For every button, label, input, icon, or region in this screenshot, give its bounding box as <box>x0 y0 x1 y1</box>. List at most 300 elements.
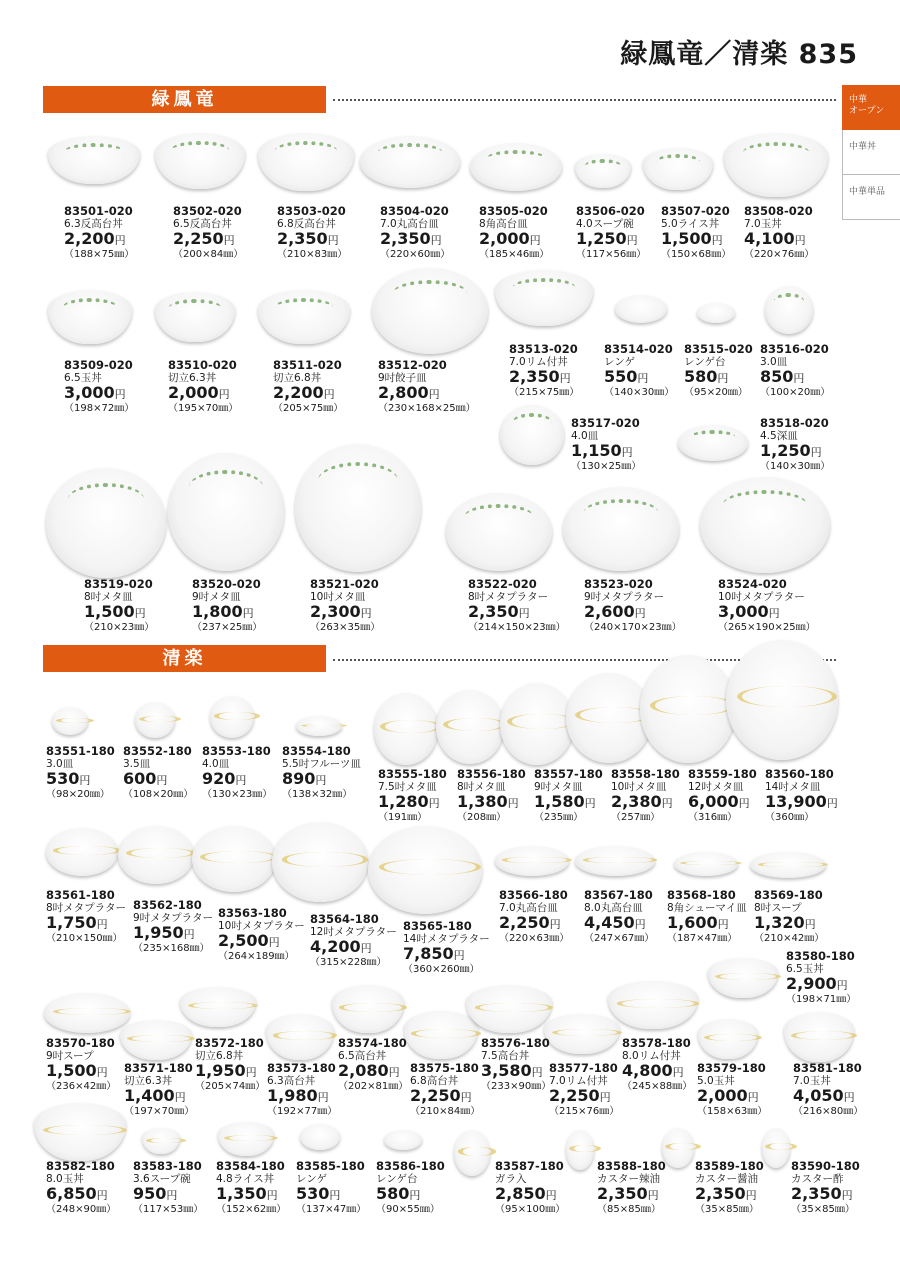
price-value: 4,800 <box>622 1061 673 1080</box>
product-name: 7.0丸高台皿 <box>499 902 558 914</box>
product-item <box>571 417 691 473</box>
product-photo <box>724 133 828 197</box>
product-size: （210×150㎜） <box>46 933 123 944</box>
price-value: 1,380 <box>457 792 508 811</box>
product-size: （138×32㎜） <box>282 789 353 800</box>
price-value: 2,250 <box>549 1086 600 1105</box>
currency-label: 円 <box>634 918 646 931</box>
product-item <box>765 768 885 824</box>
price-value: 600 <box>123 769 157 788</box>
product-photo <box>180 987 256 1027</box>
product-size: （191㎜） <box>378 812 428 823</box>
price-value: 850 <box>760 367 794 386</box>
price-value: 2,350 <box>695 1184 746 1203</box>
product-size: （198×72㎜） <box>64 403 135 414</box>
product-name: 5.0玉丼 <box>697 1075 735 1087</box>
currency-label: 円 <box>661 797 673 810</box>
price-value: 6,000 <box>688 792 739 811</box>
price-value: 2,250 <box>499 913 550 932</box>
tab-chuka-open[interactable]: 中華 オープン <box>842 85 900 130</box>
price-value: 4,100 <box>744 229 795 248</box>
product-code: 83558-180 <box>611 767 680 781</box>
product-code: 83502-020 <box>173 204 242 218</box>
currency-label: 円 <box>711 234 723 247</box>
product-photo <box>495 846 569 876</box>
product-size: （205×74㎜） <box>195 1081 266 1092</box>
currency-label: 円 <box>738 797 750 810</box>
currency-label: 円 <box>428 388 440 401</box>
price-value: 2,900 <box>786 974 837 993</box>
product-photo <box>708 958 778 998</box>
product-size: （240×170×23㎜） <box>584 622 682 633</box>
product-item <box>273 359 393 415</box>
price-value: 1,500 <box>46 1061 97 1080</box>
product-name: 6.5玉丼 <box>786 963 824 975</box>
price-value: 3,580 <box>481 1061 532 1080</box>
price-value: 1,800 <box>192 602 243 621</box>
product-size: （35×85㎜） <box>695 1204 759 1215</box>
product-name: 9吋メタ皿 <box>534 781 583 793</box>
currency-label: 円 <box>460 1091 472 1104</box>
product-item <box>310 578 430 634</box>
price-value: 2,350 <box>277 229 328 248</box>
price-value: 580 <box>684 367 718 386</box>
product-photo <box>218 1122 274 1156</box>
product-size: （185×46㎜） <box>479 249 550 260</box>
product-size: （95×100㎜） <box>495 1204 566 1215</box>
price-value: 1,400 <box>124 1086 175 1105</box>
currency-label: 円 <box>114 388 126 401</box>
product-size: （220×60㎜） <box>380 249 451 260</box>
product-price <box>277 230 397 249</box>
product-name: 切立6.3丼 <box>168 372 217 384</box>
product-photo <box>368 826 482 914</box>
currency-label: 円 <box>826 797 838 810</box>
product-price <box>760 442 880 461</box>
price-value: 1,950 <box>195 1061 246 1080</box>
product-name: 7.0玉丼 <box>744 218 782 230</box>
product-size: （214×150×23㎜） <box>468 622 566 633</box>
price-value: 1,580 <box>534 792 585 811</box>
product-photo <box>360 136 460 188</box>
product-photo <box>384 1130 422 1150</box>
product-code: 83522-020 <box>468 577 537 591</box>
currency-label: 円 <box>360 942 372 955</box>
product-code: 83503-020 <box>277 204 346 218</box>
product-name: カスター辣油 <box>597 1173 660 1185</box>
product-size: （220×76㎜） <box>744 249 815 260</box>
price-value: 2,000 <box>479 229 530 248</box>
product-name: 8.0リム付丼 <box>622 1050 681 1062</box>
product-size: （233×90㎜） <box>481 1081 552 1092</box>
product-size: （210×84㎜） <box>410 1106 481 1117</box>
product-code: 83551-180 <box>46 744 115 758</box>
product-name: 8角シューマイ皿 <box>667 902 747 914</box>
product-size: （140×30㎜） <box>604 387 675 398</box>
currency-label: 円 <box>242 607 254 620</box>
product-price <box>376 1185 496 1204</box>
product-code: 83552-180 <box>123 744 192 758</box>
price-value: 2,000 <box>168 383 219 402</box>
product-size: （245×88㎜） <box>622 1081 693 1092</box>
product-name: 7.5高台丼 <box>481 1050 530 1062</box>
currency-label: 円 <box>794 234 806 247</box>
product-size: （202×81㎜） <box>338 1081 409 1092</box>
product-code: 83580-180 <box>786 949 855 963</box>
product-size: （198×71㎜） <box>786 994 857 1005</box>
product-price <box>310 603 430 622</box>
product-photo <box>210 696 254 738</box>
currency-label: 円 <box>717 372 729 385</box>
price-value: 2,350 <box>509 367 560 386</box>
product-photo <box>615 295 667 323</box>
currency-label: 円 <box>768 607 780 620</box>
product-code: 83571-180 <box>124 1061 193 1075</box>
product-size: （360㎜） <box>765 812 815 823</box>
page-title: 緑鳳竜／清楽 835 <box>620 39 858 70</box>
price-value: 2,200 <box>64 229 115 248</box>
product-price <box>718 603 838 622</box>
product-name: 4.0皿 <box>571 430 599 442</box>
product-code: 83523-020 <box>584 577 653 591</box>
currency-label: 円 <box>156 774 168 787</box>
product-price <box>403 945 523 964</box>
currency-label: 円 <box>317 1091 329 1104</box>
price-value: 1,980 <box>267 1086 318 1105</box>
product-name: 9吋スープ <box>46 1050 94 1062</box>
currency-label: 円 <box>96 1066 108 1079</box>
product-code: 83584-180 <box>216 1159 285 1173</box>
product-photo <box>575 846 655 876</box>
price-value: 1,500 <box>661 229 712 248</box>
product-size: （230×168×25㎜） <box>378 403 476 414</box>
product-photo <box>52 707 88 735</box>
product-name: 切立6.8丼 <box>273 372 322 384</box>
product-name: 切立6.3丼 <box>124 1075 173 1087</box>
product-name: 切立6.8丼 <box>195 1050 244 1062</box>
product-item <box>744 205 864 261</box>
price-value: 1,250 <box>760 441 811 460</box>
product-name: 4.8ライス丼 <box>216 1173 275 1185</box>
product-size: （150×68㎜） <box>661 249 732 260</box>
currency-label: 円 <box>183 928 195 941</box>
product-photo <box>168 453 284 571</box>
section-header-seiraku: 清楽 <box>43 645 326 672</box>
product-size: （195×70㎜） <box>168 403 239 414</box>
product-name: 6.3反高台丼 <box>64 218 123 230</box>
product-photo <box>142 1128 180 1154</box>
product-photo <box>135 702 175 738</box>
product-photo <box>48 290 132 344</box>
product-photo <box>34 1103 126 1161</box>
product-size: （117×53㎜） <box>133 1204 204 1215</box>
product-size: （315×228㎜） <box>310 957 387 968</box>
product-code: 83578-180 <box>622 1036 691 1050</box>
product-code: 83560-180 <box>765 767 834 781</box>
product-price <box>64 384 184 403</box>
tab-chukadon[interactable]: 中華丼 <box>842 130 900 175</box>
product-name: 14吋メタ皿 <box>765 781 821 793</box>
currency-label: 円 <box>637 372 649 385</box>
currency-label: 円 <box>409 1189 421 1202</box>
product-photo <box>700 477 830 573</box>
currency-label: 円 <box>315 774 327 787</box>
product-price <box>378 384 498 403</box>
product-photo <box>640 655 736 763</box>
product-name: 5.0ライス丼 <box>661 218 720 230</box>
product-photo <box>500 683 574 765</box>
product-name: カスター醤油 <box>695 1173 758 1185</box>
product-size: （235㎜） <box>534 812 584 823</box>
product-code: 83569-180 <box>754 888 823 902</box>
product-code: 83509-020 <box>64 358 133 372</box>
currency-label: 円 <box>529 234 541 247</box>
currency-label: 円 <box>430 234 442 247</box>
product-code: 83510-020 <box>168 358 237 372</box>
section-header-ryokuhoryu: 緑鳳竜 <box>43 86 326 113</box>
currency-label: 円 <box>841 1189 853 1202</box>
product-item <box>192 578 312 634</box>
currency-label: 円 <box>804 918 816 931</box>
price-value: 2,350 <box>380 229 431 248</box>
product-size: （264×189㎜） <box>218 951 295 962</box>
currency-label: 円 <box>584 797 596 810</box>
product-size: （140×30㎜） <box>760 461 831 472</box>
product-photo <box>436 690 504 764</box>
product-code: 83524-020 <box>718 577 787 591</box>
product-size: （208㎜） <box>457 812 507 823</box>
price-value: 4,050 <box>793 1086 844 1105</box>
product-name: 5.5吋フルーツ皿 <box>282 758 361 770</box>
product-code: 83588-180 <box>597 1159 666 1173</box>
product-name: 6.3高台丼 <box>267 1075 316 1087</box>
product-item <box>584 578 704 634</box>
product-photo <box>784 1012 854 1062</box>
product-photo <box>446 493 552 571</box>
product-size: （215×75㎜） <box>509 387 580 398</box>
currency-label: 円 <box>549 918 561 931</box>
product-code: 83567-180 <box>584 888 653 902</box>
currency-label: 円 <box>747 1091 759 1104</box>
price-value: 890 <box>282 769 316 788</box>
product-size: （237×25㎜） <box>192 622 263 633</box>
product-code: 83511-020 <box>273 358 342 372</box>
product-photo <box>332 985 404 1033</box>
product-name: 7.0玉丼 <box>793 1075 831 1087</box>
product-code: 83575-180 <box>410 1061 479 1075</box>
product-code: 83505-020 <box>479 204 548 218</box>
product-size: （108×20㎜） <box>123 789 194 800</box>
product-size: （158×63㎜） <box>697 1106 768 1117</box>
product-code: 83514-020 <box>604 342 673 356</box>
currency-label: 円 <box>329 1189 341 1202</box>
product-code: 83516-020 <box>760 342 829 356</box>
price-value: 3,000 <box>718 602 769 621</box>
price-value: 2,850 <box>495 1184 546 1203</box>
product-code: 83570-180 <box>46 1036 115 1050</box>
price-value: 920 <box>202 769 236 788</box>
currency-label: 円 <box>223 234 235 247</box>
product-size: （152×62㎜） <box>216 1204 287 1215</box>
price-value: 550 <box>604 367 638 386</box>
price-value: 13,900 <box>765 792 827 811</box>
product-code: 83565-180 <box>403 919 472 933</box>
product-code: 83590-180 <box>791 1159 860 1173</box>
product-price <box>754 914 874 933</box>
currency-label: 円 <box>428 797 440 810</box>
product-photo <box>495 270 593 326</box>
product-name: 12吋メタ皿 <box>688 781 744 793</box>
side-tabs <box>842 85 900 220</box>
currency-label: 円 <box>559 372 571 385</box>
product-name: 8吋メタプラター <box>46 902 127 914</box>
product-photo <box>643 148 713 190</box>
product-item <box>64 359 184 415</box>
price-value: 2,250 <box>173 229 224 248</box>
currency-label: 円 <box>235 774 247 787</box>
product-size: （210×83㎜） <box>277 249 348 260</box>
currency-label: 円 <box>79 774 91 787</box>
price-value: 580 <box>376 1184 410 1203</box>
price-value: 2,250 <box>410 1086 461 1105</box>
product-price <box>786 975 900 994</box>
product-item <box>64 205 184 261</box>
product-photo <box>258 290 350 344</box>
product-photo <box>575 154 631 188</box>
price-value: 1,750 <box>46 913 97 932</box>
product-code: 83564-180 <box>310 912 379 926</box>
product-photo <box>750 852 826 878</box>
product-size: （205×75㎜） <box>273 403 344 414</box>
currency-label: 円 <box>810 446 822 459</box>
section-divider <box>333 99 836 101</box>
product-name: 9吋メタプラター <box>584 591 665 603</box>
price-value: 530 <box>296 1184 330 1203</box>
price-value: 1,250 <box>576 229 627 248</box>
product-photo <box>155 292 235 342</box>
product-item <box>84 578 204 634</box>
product-size: （130×23㎜） <box>202 789 273 800</box>
product-photo <box>566 673 652 763</box>
currency-label: 円 <box>453 949 465 962</box>
product-code: 83585-180 <box>296 1159 365 1173</box>
product-code: 83507-020 <box>661 204 730 218</box>
currency-label: 円 <box>114 234 126 247</box>
price-value: 1,150 <box>571 441 622 460</box>
product-code: 83521-020 <box>310 577 379 591</box>
product-photo <box>500 405 564 465</box>
product-name: 9吋メタプラター <box>133 912 214 924</box>
product-code: 83586-180 <box>376 1159 445 1173</box>
product-name: 8吋メタ皿 <box>457 781 506 793</box>
product-item <box>376 1160 496 1216</box>
product-size: （187×47㎜） <box>667 933 738 944</box>
product-size: （100×20㎜） <box>760 387 831 398</box>
product-name: 6.5高台丼 <box>338 1050 387 1062</box>
product-code: 83501-020 <box>64 204 133 218</box>
product-price <box>584 603 704 622</box>
product-name: 14吋メタプラター <box>403 933 490 945</box>
product-item <box>754 889 874 945</box>
product-photo <box>155 133 245 189</box>
product-item <box>168 359 288 415</box>
product-size: （236×42㎜） <box>46 1081 117 1092</box>
product-item <box>786 950 900 1006</box>
currency-label: 円 <box>672 1066 684 1079</box>
price-value: 2,080 <box>338 1061 389 1080</box>
product-photo <box>608 981 698 1029</box>
product-photo <box>46 828 118 876</box>
product-name: 10吋メタ皿 <box>611 781 667 793</box>
product-code: 83576-180 <box>481 1036 550 1050</box>
product-code: 83582-180 <box>46 1159 115 1173</box>
product-name: 7.5吋メタ皿 <box>378 781 437 793</box>
price-value: 1,500 <box>84 602 135 621</box>
product-photo <box>118 826 194 884</box>
product-name: 7.0リム付丼 <box>509 356 568 368</box>
currency-label: 円 <box>647 1189 659 1202</box>
price-value: 1,950 <box>133 923 184 942</box>
product-code: 83574-180 <box>338 1036 407 1050</box>
product-name: 4.0スープ碗 <box>576 218 634 230</box>
product-code: 83518-020 <box>760 416 829 430</box>
currency-label: 円 <box>843 1091 855 1104</box>
product-photo <box>726 640 838 760</box>
product-item <box>793 1062 900 1118</box>
price-value: 2,200 <box>273 383 324 402</box>
currency-label: 円 <box>96 918 108 931</box>
tab-chuka-tanpin[interactable]: 中華単品 <box>842 175 900 220</box>
product-code: 83515-020 <box>684 342 753 356</box>
product-name: 10吋メタ皿 <box>310 591 366 603</box>
product-code: 83563-180 <box>218 906 287 920</box>
product-price <box>744 230 864 249</box>
product-item <box>791 1160 900 1216</box>
product-code: 83553-180 <box>202 744 271 758</box>
product-price <box>793 1087 900 1106</box>
product-name: 7.0リム付丼 <box>549 1075 608 1087</box>
product-item <box>468 578 588 634</box>
product-code: 83513-020 <box>509 342 578 356</box>
currency-label: 円 <box>626 234 638 247</box>
product-name: 6.8反高台丼 <box>277 218 336 230</box>
currency-label: 円 <box>531 1066 543 1079</box>
product-name: 10吋メタプラター <box>718 591 805 603</box>
product-photo <box>46 468 166 578</box>
product-size: （95×20㎜） <box>684 387 748 398</box>
product-size: （197×70㎜） <box>124 1106 195 1117</box>
product-size: （360×260㎜） <box>403 964 480 975</box>
product-size: （35×85㎜） <box>791 1204 855 1215</box>
product-code: 83573-180 <box>267 1061 336 1075</box>
currency-label: 円 <box>545 1189 557 1202</box>
product-code: 83583-180 <box>133 1159 202 1173</box>
product-name: 8吋スープ <box>754 902 802 914</box>
product-price <box>791 1185 900 1204</box>
product-code: 83512-020 <box>378 358 447 372</box>
product-name: 3.5皿 <box>123 758 151 770</box>
product-code: 83506-020 <box>576 204 645 218</box>
product-size: （210×23㎜） <box>84 622 155 633</box>
price-value: 1,320 <box>754 913 805 932</box>
product-photo <box>44 993 130 1033</box>
product-name: 4.0皿 <box>202 758 230 770</box>
product-photo <box>563 487 679 571</box>
price-value: 2,350 <box>468 602 519 621</box>
product-name: レンゲ台 <box>684 356 726 368</box>
product-item <box>173 205 293 261</box>
product-code: 83589-180 <box>695 1159 764 1173</box>
